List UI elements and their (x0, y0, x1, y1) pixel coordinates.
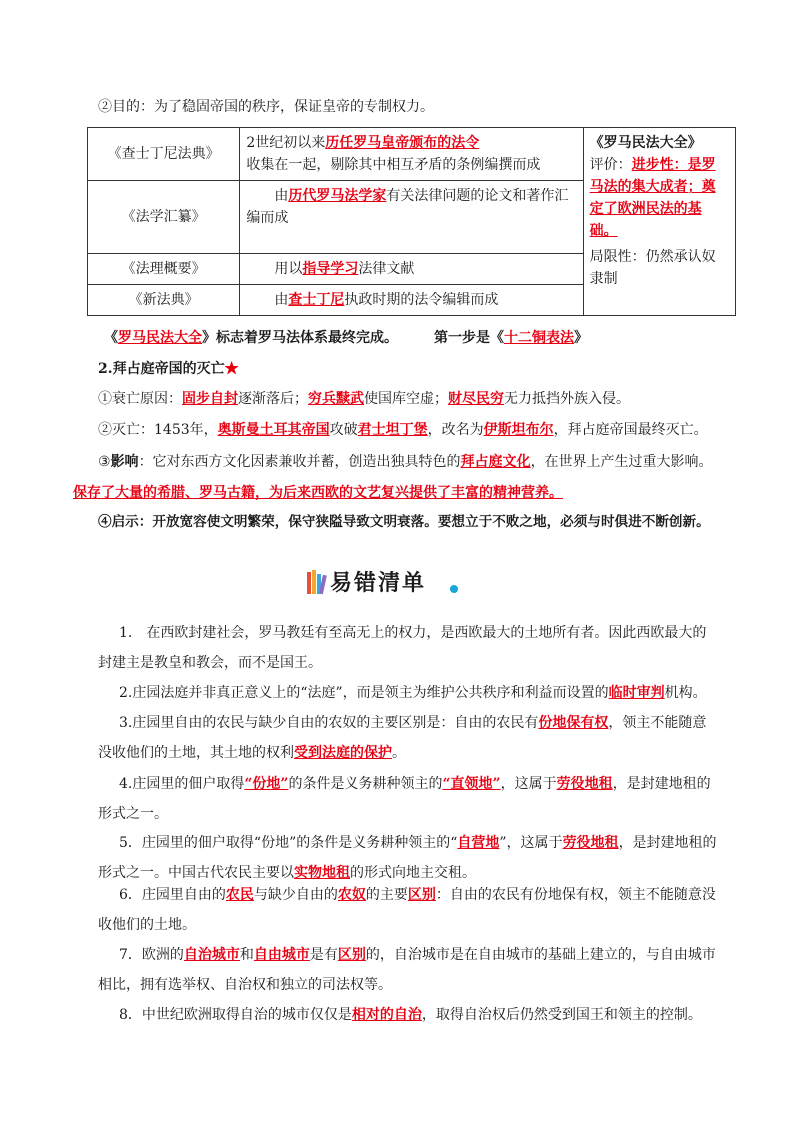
text: ，改名为 (427, 422, 484, 438)
key-point: 自营地 (457, 835, 500, 851)
code-desc (240, 254, 583, 285)
error-item (98, 828, 720, 888)
key-point: 区别 (407, 887, 436, 903)
impact-line (98, 452, 713, 472)
key-point: 自治城市 (183, 947, 240, 963)
key-point: “份地” (244, 776, 289, 792)
table-row (88, 128, 736, 181)
summary-title: 《罗马民法大全》 (589, 135, 702, 151)
text: 逐渐落后； (238, 391, 308, 407)
key-point: 穷兵黩武 (308, 391, 364, 407)
cause-line (98, 389, 630, 409)
law-note (104, 328, 588, 348)
text: 和 (239, 947, 254, 963)
text: ，在世界上产生过重大影响。 (530, 454, 713, 470)
key-point: 临时审判 (608, 685, 665, 701)
text: ，是封建地租的形式之一。 (98, 776, 711, 822)
text: 攻破 (329, 422, 358, 438)
key-point: 劳役地租 (556, 776, 613, 792)
text: ③ (98, 454, 111, 470)
impact-detail: 保存了大量的希腊、罗马古籍，为后来西欧的文艺复兴提供了丰富的精神营养。 (73, 485, 563, 501)
text: ，领主不能随意没收他们的土地，其土地的权利 (98, 715, 707, 761)
text: 5．庄园里的佃户取得“份地”的条件是义务耕种领主的“ (119, 835, 458, 851)
text: 与缺少自由的 (253, 887, 338, 903)
text: 。 (392, 745, 406, 761)
key-point: 拜占庭文化 (460, 454, 531, 470)
key-point: 历任罗马皇帝颁布的法令 (325, 135, 480, 151)
text: 的形式向地主交租。 (350, 865, 476, 881)
text: ：它对东西方文化因素兼收并蓄，创造出独具特色的 (138, 454, 461, 470)
error-item (98, 678, 720, 708)
key-point: 财尽民穷 (448, 391, 504, 407)
summary-cell (583, 128, 735, 316)
key-point: 份地保有权 (538, 715, 609, 731)
key-point: 相对的自治 (351, 1007, 422, 1023)
key-point: 区别 (337, 947, 366, 963)
desc-text: 2世纪初以来 (246, 135, 326, 151)
text: 8．中世纪欧洲取得自治的城市仅仅是 (119, 1007, 352, 1023)
text: ，拜占庭帝国最终灭亡。 (553, 422, 708, 438)
code-desc (240, 181, 583, 254)
key-point: 查士丁尼 (288, 292, 345, 308)
desc-text: 执政时期的法令编辑而成 (344, 292, 499, 308)
star-icon: ★ (224, 361, 239, 377)
summary-eval (590, 154, 729, 242)
desc-text: 法律文献 (358, 261, 415, 277)
summary-limit: 局限性：仍然承认奴隶制 (589, 249, 716, 287)
key-point: 自由城市 (253, 947, 310, 963)
text: 4.庄园里的佃户取得 (119, 776, 245, 792)
error-item (98, 708, 720, 768)
desc-text: 用以 (274, 261, 303, 277)
purpose-line: ②目的：为了稳固帝国的秩序，保证皇帝的专制权力。 (98, 99, 434, 115)
key-point: 伊斯坦布尔 (483, 422, 554, 438)
key-point: 奥斯曼土耳其帝国 (217, 422, 330, 438)
text: 无力抵挡外族入侵。 (504, 391, 630, 407)
key-point: 实物地租 (294, 865, 350, 881)
text: 7．欧洲的 (119, 947, 184, 963)
text: 的主要 (365, 887, 408, 903)
text: ①衰亡原因： (98, 391, 182, 407)
text: 3.庄园里自由的农民与缺少自由的农奴的主要区别是：自由的农民有 (119, 715, 539, 731)
key-point: 受到法庭的保护 (294, 745, 392, 761)
text: 的条件是义务耕种领主的 (288, 776, 443, 792)
key-point: 农奴 (337, 887, 366, 903)
error-item (98, 880, 720, 940)
text: 使国库空虚； (364, 391, 448, 407)
text: ”，这属于 (499, 835, 563, 851)
note-text: 》 (202, 330, 216, 346)
code-name: 《新法典》 (88, 285, 240, 316)
impact-label: 影响 (110, 454, 139, 470)
text: 机构。 (664, 685, 707, 701)
section-title (98, 359, 239, 379)
note-text: 《 (104, 330, 118, 346)
section-title-text: 2.拜占庭帝国的灭亡 (98, 361, 225, 377)
lesson-line: ④启示：开放宽容使文明繁荣，保守狭隘导致文明衰落。要想立于不败之地，必须与时俱进不断创新。 (98, 514, 710, 530)
books-icon (306, 569, 328, 595)
text: ②灭亡：1453年， (98, 422, 218, 438)
text: 2.庄园法庭并非真正意义上的“法庭”，而是领主为维护公共秩序和利益而设置的 (119, 685, 609, 701)
desc-text: 由 (274, 188, 289, 204)
error-item: 1. 在西欧封建社会，罗马教廷有至高无上的权力，是西欧最大的土地所有者。因此西欧最大的封建主是教皇和教会，而不是国王。 (98, 625, 707, 671)
text: ，这属于 (500, 776, 557, 792)
text: 的，自治城市是在自由城市的基础上建立的，与自由城市相比，拥有选举权、自治权和独立的司法权等。 (98, 947, 716, 993)
text: ，是封建地租的形式之一。中国古代农民主要以 (98, 835, 717, 881)
code-name: 《法学汇纂》 (88, 181, 240, 254)
error-item (98, 1000, 720, 1030)
key-point: 固步自封 (182, 391, 238, 407)
text: ，取得自治权后仍然受到国王和领主的控制。 (421, 1007, 702, 1023)
key-point: 指导学习 (302, 261, 359, 277)
eval-text: 进步性：是罗马法的集大成者；奠定了欧洲民法的基础。 (589, 157, 716, 239)
text: 6．庄园里自由的 (119, 887, 226, 903)
note-text: 标志着罗马法体系最终完成。 (216, 330, 398, 346)
desc-text: 收集在一起，剔除其中相互矛盾的条例编撰而成 (246, 157, 541, 173)
note-key: 罗马民法大全 (118, 330, 202, 346)
heading-dot-icon (450, 585, 458, 593)
key-point: 农民 (225, 887, 254, 903)
section-heading: 易错清单 (330, 571, 427, 596)
error-item (98, 769, 720, 829)
code-desc (240, 128, 583, 181)
key-point: 历代罗马法学家 (288, 188, 387, 204)
note-text: 》 (574, 330, 588, 346)
key-point: 君士坦丁堡 (357, 422, 428, 438)
code-name: 《查士丁尼法典》 (88, 128, 240, 181)
fall-line (98, 420, 708, 440)
key-point: “直领地” (442, 776, 501, 792)
desc-text: 由 (274, 292, 289, 308)
eval-label: 评价： (589, 157, 632, 173)
key-point: 劳役地租 (562, 835, 619, 851)
text: ：自由的农民有份地保有权，领主不能随意没收他们的土地。 (98, 887, 716, 933)
error-item (98, 940, 720, 1000)
text: 是有 (309, 947, 338, 963)
roman-law-table (87, 127, 736, 316)
code-name: 《法理概要》 (88, 254, 240, 285)
desc-text: 有关法律问题的论文和著作汇编而成 (246, 188, 569, 226)
code-desc (240, 285, 583, 316)
note-key: 十二铜表法 (504, 330, 574, 346)
note-text: 第一步是《 (434, 330, 504, 346)
